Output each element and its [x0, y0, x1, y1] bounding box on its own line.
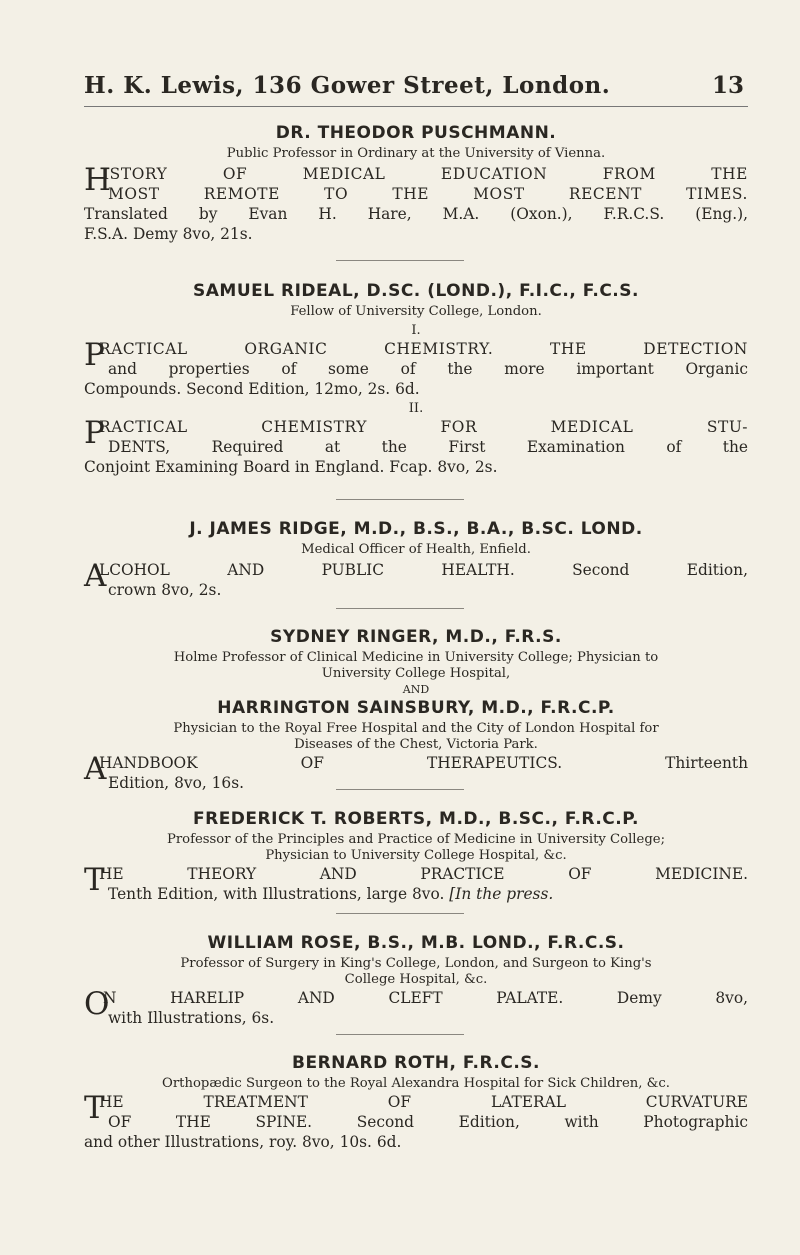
author-credentials: Medical Officer of Health, Enfield.	[301, 542, 531, 557]
book-listing	[84, 339, 748, 399]
divider	[336, 1034, 464, 1035]
book-title: N HARELIP AND CLEFT PALATE. Demy 8vo,	[103, 989, 748, 1007]
running-header	[84, 72, 748, 107]
book-details: with Illustrations, 6s.	[108, 1009, 275, 1027]
author-name: DR. THEODOR PUSCHMANN.	[275, 123, 557, 143]
book-details-cont: F.S.A. Demy 8vo, 21s.	[84, 225, 253, 243]
author-credentials: Holme Professor of Clinical Medicine in University College; Physician to	[173, 650, 659, 665]
drop-cap: T	[84, 862, 105, 898]
book-title: RACTICAL CHEMISTRY FOR MEDICAL STU-	[99, 418, 748, 436]
entry-puschmann	[84, 122, 748, 244]
drop-cap: A	[84, 558, 107, 594]
divider	[336, 789, 464, 790]
author-credentials: Fellow of University College, London.	[290, 304, 542, 319]
press-note: [In the press.	[449, 885, 554, 903]
book-details: and properties of some of the more important Organic	[108, 360, 748, 378]
book-details-cont: Conjoint Examining Board in England. Fcap. 8vo, 2s.	[84, 458, 498, 476]
divider	[336, 499, 464, 500]
author-credentials: Public Professor in Ordinary at the University of Vienna.	[226, 146, 606, 161]
entry-rideal	[84, 280, 748, 477]
divider	[336, 913, 464, 914]
and-separator: AND	[402, 683, 430, 696]
author-name: WILLIAM ROSE, B.S., M.B. LOND., F.R.C.S.	[207, 933, 625, 953]
drop-cap: O	[84, 986, 110, 1022]
author-credentials-cont: Diseases of the Chest, Victoria Park.	[294, 737, 538, 752]
author-credentials: Physician to the Royal Free Hospital and the City of London Hospital for	[173, 721, 659, 736]
author-credentials-cont: University College Hospital,	[321, 666, 511, 681]
book-details: Tenth Edition, with Illustrations, large 8vo. [In the press.	[108, 885, 554, 903]
author-name: HARRINGTON SAINSBURY, M.D., F.R.C.P.	[217, 698, 615, 718]
book-listing	[84, 753, 748, 793]
book-details-cont: Compounds. Second Edition, 12mo, 2s. 6d.	[84, 380, 420, 398]
page-number: 13	[711, 72, 744, 99]
book-title: HE THEORY AND PRACTICE OF MEDICINE.	[99, 865, 748, 883]
book-details: Edition, 8vo, 16s.	[108, 774, 244, 792]
entry-ringer-sainsbury	[84, 626, 748, 793]
drop-cap: A	[84, 751, 107, 787]
book-listing	[84, 988, 748, 1028]
book-title: LCOHOL AND PUBLIC HEALTH. Second Edition,	[99, 561, 748, 579]
book-listing	[84, 864, 748, 904]
drop-cap: H	[84, 162, 112, 198]
book-listing	[84, 560, 748, 600]
entry-roberts	[84, 808, 748, 904]
author-name: SAMUEL RIDEAL, D.SC. (LOND.), F.I.C., F.C.S.	[193, 281, 639, 301]
entry-ridge	[84, 518, 748, 600]
drop-cap: P	[84, 415, 105, 451]
drop-cap: P	[84, 337, 105, 373]
book-title: ISTORY OF MEDICAL EDUCATION FROM THE	[103, 165, 748, 183]
author-name: FREDERICK T. ROBERTS, M.D., B.SC., F.R.C.P.	[192, 809, 640, 829]
entry-roth	[84, 1052, 748, 1152]
publisher-address: H. K. Lewis, 136 Gower Street, London.	[84, 72, 611, 99]
author-name: SYDNEY RINGER, M.D., F.R.S.	[270, 627, 562, 647]
book-title-cont: MOST REMOTE TO THE MOST RECENT TIMES.	[108, 185, 748, 203]
volume-number: I.	[411, 323, 421, 338]
book-details-cont: and other Illustrations, roy. 8vo, 10s. 6d.	[84, 1133, 402, 1151]
author-name: BERNARD ROTH, F.R.C.S.	[292, 1053, 540, 1073]
book-details: DENTS, Required at the First Examination of the	[108, 438, 748, 456]
book-title: HE TREATMENT OF LATERAL CURVATURE	[99, 1093, 748, 1111]
author-credentials-cont: College Hospital, &c.	[344, 972, 488, 987]
entry-rose	[84, 932, 748, 1028]
author-name: J. JAMES RIDGE, M.D., B.S., B.A., B.SC. LOND.	[189, 519, 643, 539]
author-credentials: Professor of Surgery in King's College, London, and Surgeon to King's	[180, 956, 652, 971]
book-title: RACTICAL ORGANIC CHEMISTRY. THE DETECTION	[99, 340, 748, 358]
author-credentials-cont: Physician to University College Hospital, &c.	[265, 848, 567, 863]
book-details: crown 8vo, 2s.	[108, 581, 222, 599]
drop-cap: T	[84, 1090, 105, 1126]
volume-number: II.	[408, 401, 424, 416]
divider	[336, 260, 464, 261]
book-details: OF THE SPINE. Second Edition, with Photographic	[108, 1113, 748, 1131]
book-details: Translated by Evan H. Hare, M.A. (Oxon.), F.R.C.S. (Eng.),	[84, 205, 748, 223]
book-listing	[84, 417, 748, 477]
book-listing	[84, 1092, 748, 1152]
author-credentials: Professor of the Principles and Practice of Medicine in University College;	[166, 832, 666, 847]
author-credentials: Orthopædic Surgeon to the Royal Alexandra Hospital for Sick Children, &c.	[162, 1076, 670, 1091]
book-title: HANDBOOK OF THERAPEUTICS. Thirteenth	[99, 754, 748, 772]
divider	[336, 608, 464, 609]
book-listing	[84, 164, 748, 244]
